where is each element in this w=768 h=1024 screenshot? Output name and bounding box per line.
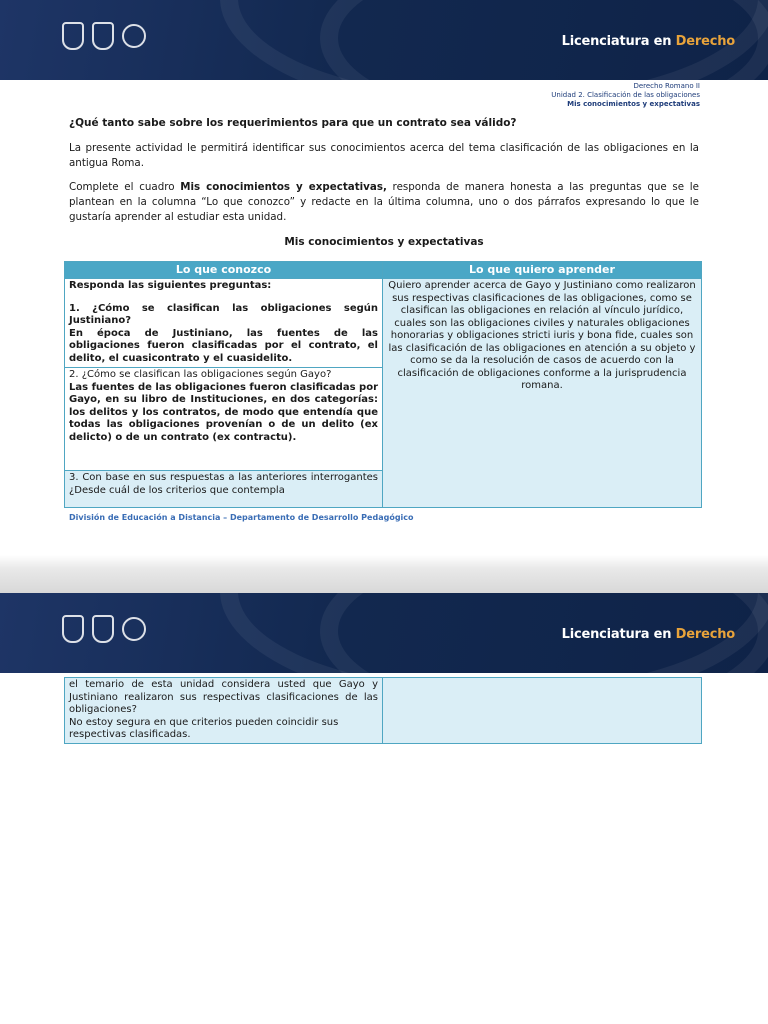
unam-logo-icon (62, 22, 84, 50)
page-footer: División de Educación a Distancia – Departamento de Desarrollo Pedagógico (69, 513, 414, 522)
institution-logos (62, 22, 146, 50)
table-cell-q1: Responda las siguientes preguntas: 1. ¿Cómo se clasifican las obligaciones según Justiniano? En época de Justiniano, las fuentes de las obligaciones fueron clasificadas por el contrato, el delito, el cuasicontrato y el cuasidelito. (65, 279, 383, 368)
question-title: ¿Qué tanto sabe sobre los requerimientos para que un contrato sea válido? (69, 117, 517, 129)
column-header-left: Lo que conozco (65, 262, 383, 279)
sua-logo-icon (122, 24, 146, 48)
table-cell-empty (383, 678, 702, 744)
unit-name: Unidad 2. Clasificación de las obligaciones (551, 91, 700, 99)
faculty-logo-icon (92, 22, 114, 50)
page-separator (0, 555, 768, 593)
table-cell-q3-continued: el temario de esta unidad considera usted que Gayo y Justiniano realizaron sus respectivas clasificaciones de las obligaciones? No estoy segura en que criterios pueden coincidir sus respectivas clasificadas. (65, 678, 383, 744)
knowledge-table (64, 261, 702, 508)
intro-paragraph: La presente actividad le permitirá identificar sus conocimientos acerca del tema clasificación de las obligaciones en la antigua Roma. (69, 142, 699, 169)
table-title: Mis conocimientos y expectativas (284, 236, 484, 248)
column-header-right: Lo que quiero aprender (383, 262, 702, 279)
knowledge-table-continued (64, 677, 702, 744)
table-cell-q3: 3. Con base en sus respuestas a las anteriores interrogantes ¿Desde cuál de los criterios que contempla (65, 471, 383, 508)
program-title: Licenciatura en Derecho (561, 34, 735, 49)
sua-logo-icon (122, 617, 146, 641)
institution-logos-2 (62, 615, 146, 643)
instructions-paragraph: Complete el cuadro Mis conocimientos y expectativas, responda de manera honesta a las preguntas que se le plantean en la columna “Lo que conozco” y redacte en la última columna, uno o dos párrafos expresando lo que le gustaría aprender al estudiar esta unidad. (69, 181, 699, 223)
unam-logo-icon (62, 615, 84, 643)
course-name: Derecho Romano II (633, 82, 700, 90)
page-banner (0, 0, 768, 80)
table-cell-expectations: Quiero aprender acerca de Gayo y Justiniano como realizaron sus respectivas clasificaciones de las obligaciones, como se clasifican las obligaciones en relación al vínculo jurídico, cuales son las obligaciones civiles y naturales obligaciones honorarias y obligaciones stricti iuris y bona fide, cuales son las clasificación de las obligaciones en atención a su objeto y como se da la resolución de casos de acuerdo con la clasificación de obligaciones conforme a la jurisprudencia romana. (383, 279, 702, 508)
table-cell-q2: 2. ¿Cómo se clasifican las obligaciones según Gayo? Las fuentes de las obligaciones fueron clasificadas por Gayo, en su libro de Instituciones, en dos categorías: los delitos y los contratos, de modo que entendía que todas las obligaciones provenían o de un delito (ex delicto) o de un contrato (ex contractu). (65, 368, 383, 471)
program-title-2: Licenciatura en Derecho (561, 627, 735, 642)
document-header (551, 82, 700, 109)
faculty-logo-icon (92, 615, 114, 643)
activity-name: Mis conocimientos y expectativas (567, 100, 700, 108)
page-banner-2 (0, 593, 768, 673)
